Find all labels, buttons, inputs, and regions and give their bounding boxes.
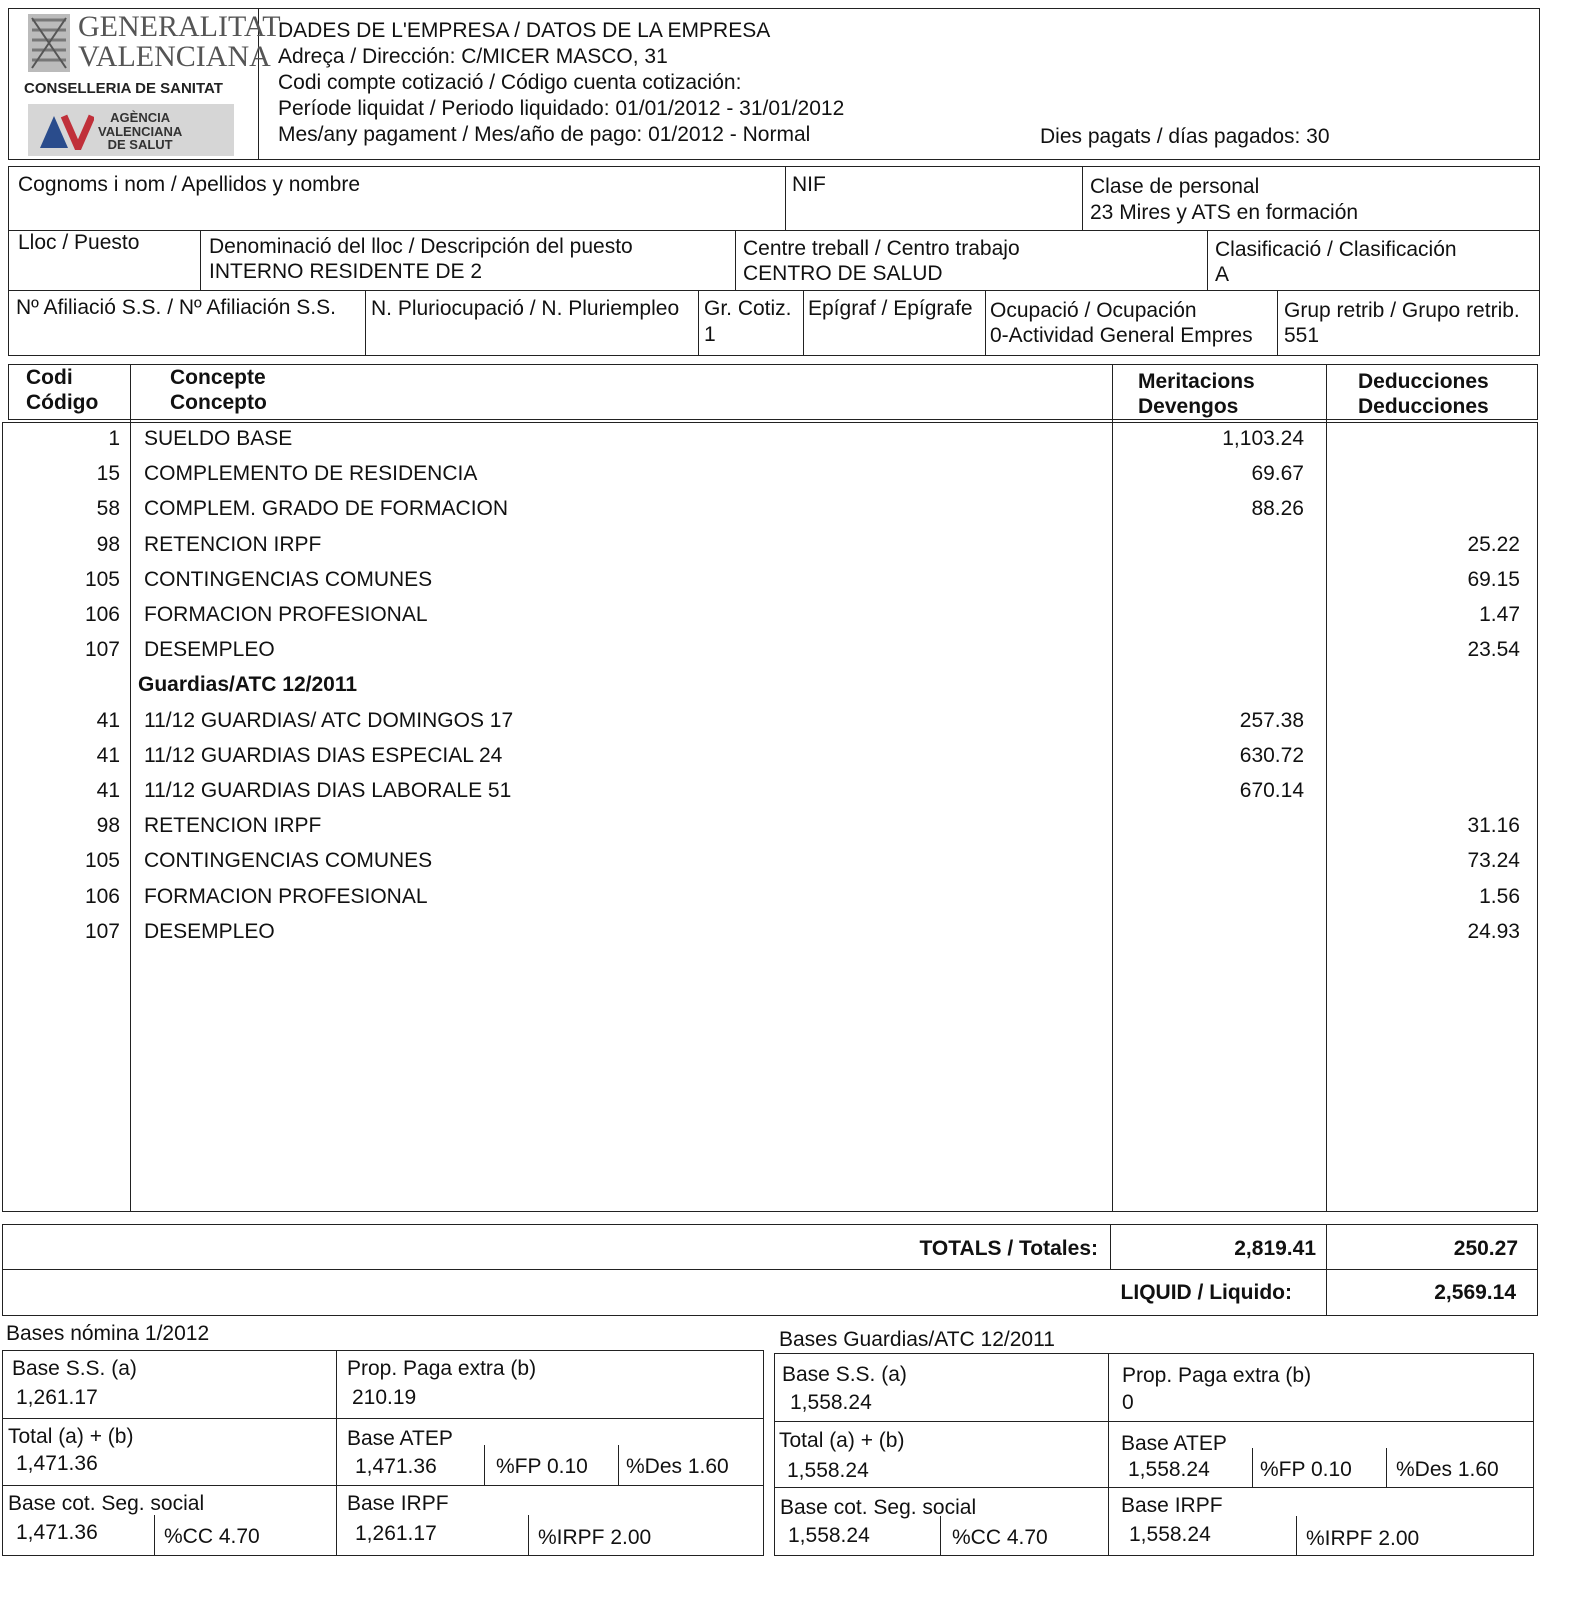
row-concept: Guardias/ATC 12/2011 — [138, 673, 358, 697]
company-address: Adreça / Dirección: C/MICER MASCO, 31 — [278, 45, 668, 68]
row-earnings: 88.26 — [1251, 497, 1304, 521]
header-earnings: Meritacions Devengos — [1138, 370, 1255, 419]
class-value: 23 Mires y ATS en formación — [1090, 201, 1359, 224]
totals-divider-2 — [1326, 1224, 1327, 1316]
grup-label: Grup retrib / Grupo retrib. — [1284, 299, 1520, 322]
center-label: Centre treball / Centro trabajo — [743, 237, 1020, 260]
divider — [735, 230, 736, 290]
right-des: %Des 1.60 — [1396, 1458, 1499, 1481]
row-code: 58 — [96, 497, 120, 521]
row-code: 41 — [96, 708, 120, 732]
row-concept: RETENCION IRPF — [144, 532, 322, 556]
ss-label: Nº Afiliació S.S. / Nº Afiliación S.S. — [16, 296, 336, 319]
right-cot: 1,558.24 — [788, 1524, 870, 1547]
totals-line — [2, 1269, 1538, 1270]
left-atep: 1,471.36 — [355, 1455, 437, 1478]
avs-logo — [28, 104, 234, 156]
bases-right-divider-des — [1386, 1448, 1387, 1487]
row-code: 105 — [84, 849, 120, 873]
row-code: 15 — [96, 462, 120, 486]
divider — [985, 290, 986, 356]
left-paga: 210.19 — [352, 1386, 417, 1409]
divider — [803, 290, 804, 356]
logo-text-2: VALENCIANA — [78, 40, 271, 73]
net-label: LIQUID / Liquido: — [1120, 1281, 1292, 1304]
right-paga-label: Prop. Paga extra (b) — [1122, 1364, 1312, 1387]
left-total-label: Total (a) + (b) — [8, 1425, 134, 1448]
header-code: Codi Código — [26, 366, 99, 415]
coat-of-arms-icon — [24, 10, 74, 76]
row-code: 107 — [84, 919, 120, 943]
row-earnings: 1,103.24 — [1222, 427, 1304, 450]
bases-right-divider — [1108, 1353, 1109, 1556]
pluri-label: N. Pluriocupació / N. Pluriempleo — [371, 297, 680, 320]
totals-earnings: 2,819.41 — [1234, 1237, 1316, 1260]
right-atep-label: Base ATEP — [1121, 1432, 1227, 1455]
row-code: 107 — [84, 638, 120, 662]
bases-left-divider-cc — [154, 1515, 155, 1556]
classif-label: Clasificació / Clasificación — [1215, 238, 1457, 261]
row-deductions: 31.16 — [1467, 814, 1520, 838]
row-earnings: 257.38 — [1239, 708, 1304, 732]
avs-mark-icon — [38, 112, 94, 150]
right-total: 1,558.24 — [787, 1459, 869, 1482]
left-paga-label: Prop. Paga extra (b) — [347, 1357, 537, 1380]
row-code: 41 — [96, 779, 120, 802]
left-irpf-label: Base IRPF — [347, 1492, 449, 1515]
divider — [1277, 290, 1278, 356]
row-concept: 11/12 GUARDIAS/ ATC DOMINGOS 17 — [144, 708, 514, 732]
row-earnings: 670.14 — [1239, 779, 1304, 802]
row-code: 105 — [84, 567, 120, 591]
header-deductions: Deducciones Deducciones — [1358, 370, 1489, 419]
bases-left-divider-irpf — [528, 1515, 529, 1556]
payment-month: Mes/any pagament / Mes/año de pago: 01/2012 - Normal — [278, 123, 811, 146]
row-code: 106 — [84, 884, 120, 908]
epigraf-label: Epígraf / Epígrafe — [808, 297, 973, 320]
left-irpf-pct: %IRPF 2.00 — [538, 1526, 652, 1549]
bases-left-title: Bases nómina 1/2012 — [6, 1322, 210, 1345]
divider — [1082, 166, 1083, 230]
company-title: DADES DE L'EMPRESA / DATOS DE LA EMPRESA — [278, 19, 771, 42]
bases-right-divider-irpf — [1296, 1516, 1297, 1556]
divider — [1207, 230, 1208, 290]
name-label: Cognoms i nom / Apellidos y nombre — [18, 173, 360, 196]
left-fp: %FP 0.10 — [496, 1455, 588, 1478]
employee-row-line-2 — [8, 290, 1540, 291]
bases-right-title: Bases Guardias/ATC 12/2011 — [779, 1328, 1055, 1351]
generalitat-logo — [22, 8, 281, 156]
totals-label: TOTALS / Totales: — [919, 1237, 1098, 1260]
right-cot-label: Base cot. Seg. social — [780, 1496, 977, 1519]
right-irpf-label: Base IRPF — [1121, 1494, 1223, 1517]
row-concept: DESEMPLEO — [144, 638, 275, 662]
row-deductions: 24.93 — [1467, 919, 1520, 943]
post-label: Lloc / Puesto — [18, 231, 140, 254]
divider — [698, 290, 699, 356]
bases-left-line-2 — [2, 1485, 764, 1486]
row-code: 98 — [96, 532, 120, 556]
bases-right-divider-cc — [940, 1516, 941, 1556]
right-base-ss: 1,558.24 — [790, 1391, 872, 1414]
grup-value: 551 — [1284, 324, 1320, 347]
divider — [200, 230, 201, 290]
right-total-label: Total (a) + (b) — [779, 1429, 905, 1452]
row-concept: FORMACION PROFESIONAL — [144, 603, 428, 626]
right-fp: %FP 0.10 — [1260, 1458, 1352, 1481]
row-code: 106 — [84, 603, 120, 626]
row-code: 1 — [108, 427, 120, 450]
left-cot: 1,471.36 — [16, 1521, 98, 1544]
right-paga: 0 — [1122, 1391, 1134, 1414]
left-cc: %CC 4.70 — [164, 1525, 260, 1548]
earn-col-divider — [1112, 364, 1113, 1212]
class-label: Clase de personal — [1090, 175, 1260, 198]
row-concept: COMPLEM. GRADO DE FORMACION — [144, 497, 509, 521]
row-deductions: 1.47 — [1479, 603, 1520, 626]
totals-divider-1 — [1110, 1224, 1111, 1269]
row-earnings: 630.72 — [1239, 743, 1304, 767]
row-concept: FORMACION PROFESIONAL — [144, 884, 428, 908]
totals-deductions: 250.27 — [1453, 1237, 1518, 1260]
row-concept: SUELDO BASE — [144, 427, 293, 450]
period-liquidated: Període liquidat / Periodo liquidado: 01/01/2012 - 31/01/2012 — [278, 97, 845, 120]
ocup-value: 0-Actividad General Empres — [990, 324, 1253, 347]
center-value: CENTRO DE SALUD — [743, 262, 943, 285]
post-desc-value: INTERNO RESIDENTE DE 2 — [209, 260, 483, 283]
row-deductions: 69.15 — [1467, 567, 1520, 591]
left-base-ss: 1,261.17 — [16, 1386, 98, 1409]
net-amount: 2,569.14 — [1434, 1281, 1516, 1304]
divider — [365, 290, 366, 356]
employee-row-line-1 — [8, 230, 1540, 231]
bases-right-divider-fp — [1252, 1448, 1253, 1487]
classif-value: A — [1215, 263, 1230, 286]
avs-text: AGÈNCIA VALENCIANA DE SALUT — [98, 110, 183, 153]
company-account: Codi compte cotizació / Código cuenta cotización: — [278, 71, 742, 94]
grcot-value: 1 — [704, 323, 716, 346]
bases-left-divider-des — [618, 1445, 619, 1485]
right-irpf: 1,558.24 — [1129, 1523, 1211, 1546]
ocup-label: Ocupació / Ocupación — [990, 299, 1197, 322]
right-irpf-pct: %IRPF 2.00 — [1306, 1527, 1420, 1550]
bases-right-line-1 — [774, 1421, 1534, 1422]
left-atep-label: Base ATEP — [347, 1427, 453, 1450]
divider — [785, 166, 786, 230]
bases-left-divider — [336, 1350, 337, 1556]
post-desc-label: Denominació del lloc / Descripción del puesto — [209, 235, 633, 258]
row-code: 98 — [96, 814, 120, 838]
row-concept: CONTINGENCIAS COMUNES — [144, 849, 433, 873]
row-concept: 11/12 GUARDIAS DIAS ESPECIAL 24 — [144, 743, 503, 767]
row-concept: CONTINGENCIAS COMUNES — [144, 567, 433, 591]
right-cc: %CC 4.70 — [952, 1526, 1048, 1549]
ded-col-divider — [1326, 364, 1327, 1212]
days-paid: Dies pagats / días pagados: 30 — [1040, 125, 1330, 148]
row-deductions: 73.24 — [1467, 849, 1520, 873]
grcot-label: Gr. Cotiz. — [704, 297, 792, 320]
row-code: 41 — [96, 743, 120, 767]
row-concept: DESEMPLEO — [144, 919, 275, 943]
row-concept: COMPLEMENTO DE RESIDENCIA — [144, 462, 478, 486]
bases-left-divider-fp — [484, 1445, 485, 1485]
row-concept: RETENCION IRPF — [144, 814, 322, 838]
right-atep: 1,558.24 — [1128, 1458, 1210, 1481]
row-deductions: 25.22 — [1467, 532, 1520, 556]
row-deductions: 1.56 — [1479, 884, 1520, 908]
row-concept: 11/12 GUARDIAS DIAS LABORALE 51 — [144, 779, 512, 802]
code-col-divider — [130, 364, 131, 1212]
bases-right-line-2 — [774, 1487, 1534, 1488]
left-base-ss-label: Base S.S. (a) — [12, 1357, 137, 1380]
conselleria-label: CONSELLERIA DE SANITAT — [24, 80, 223, 97]
row-earnings: 69.67 — [1251, 462, 1304, 486]
nif-label: NIF — [792, 173, 826, 196]
left-irpf: 1,261.17 — [355, 1522, 437, 1545]
left-des: %Des 1.60 — [626, 1455, 729, 1478]
right-base-ss-label: Base S.S. (a) — [782, 1363, 907, 1386]
header-concept: Concepte Concepto — [170, 366, 267, 415]
left-cot-label: Base cot. Seg. social — [8, 1492, 205, 1515]
logo-text-1: GENERALITAT — [78, 10, 281, 43]
row-deductions: 23.54 — [1467, 638, 1520, 662]
bases-left-line-1 — [2, 1418, 764, 1419]
left-total: 1,471.36 — [16, 1452, 98, 1475]
